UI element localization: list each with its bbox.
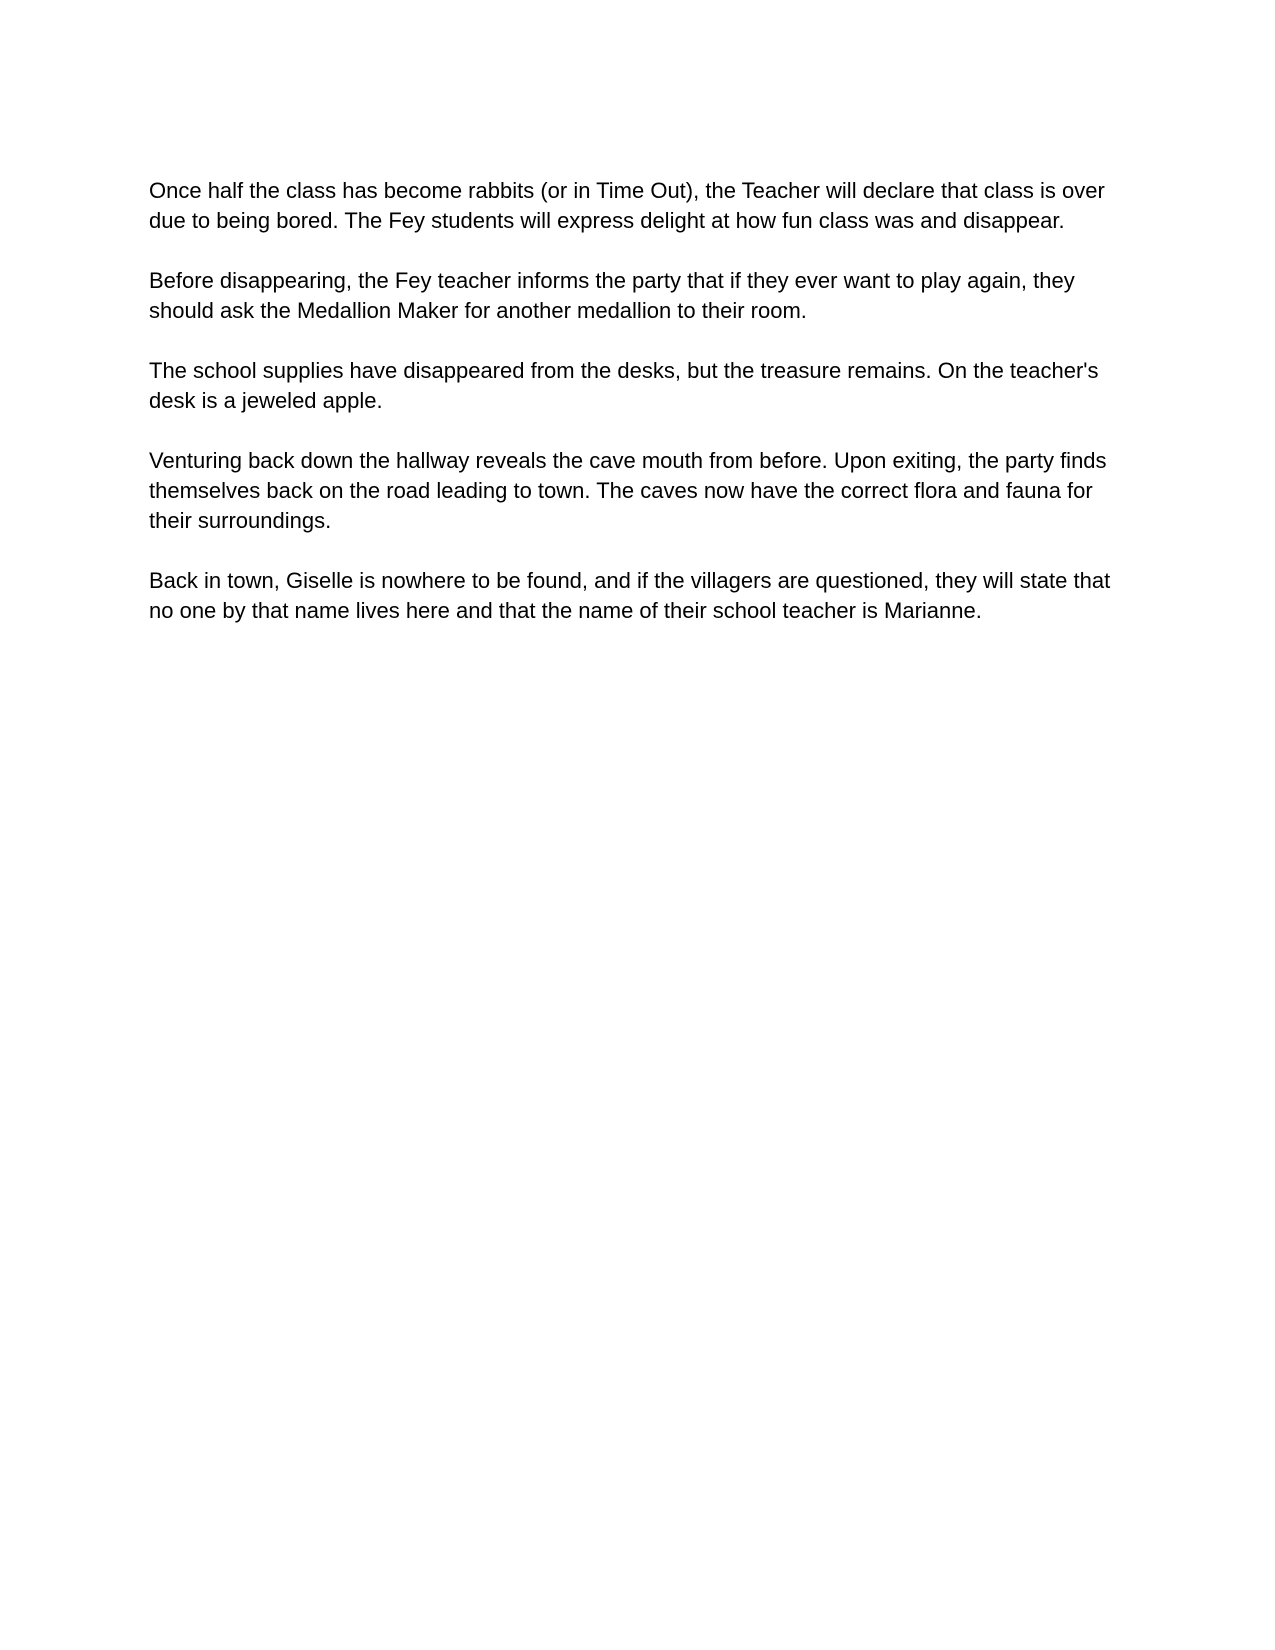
paragraph-school-supplies: The school supplies have disappeared from the desks, but the treasure remains. On the teacher's desk is a jeweled apple. bbox=[149, 358, 1099, 413]
paragraph-back-in-town: Back in town, Giselle is nowhere to be found, and if the villagers are questioned, they will state that no one by that name lives here and that the name of their school teacher is Marianne. bbox=[149, 568, 1111, 623]
paragraph-venturing-back: Venturing back down the hallway reveals the cave mouth from before. Upon exiting, the party finds themselves back on the road leading to town. The caves now have the correct flora and fauna for their surroundings. bbox=[149, 448, 1107, 533]
document-body bbox=[149, 176, 1129, 656]
paragraph-class-over: Once half the class has become rabbits (or in Time Out), the Teacher will declare that class is over due to being bored. The Fey students will express delight at how fun class was and disappear. bbox=[149, 178, 1105, 233]
paragraph-fey-teacher: Before disappearing, the Fey teacher informs the party that if they ever want to play again, they should ask the Medallion Maker for another medallion to their room. bbox=[149, 268, 1075, 323]
